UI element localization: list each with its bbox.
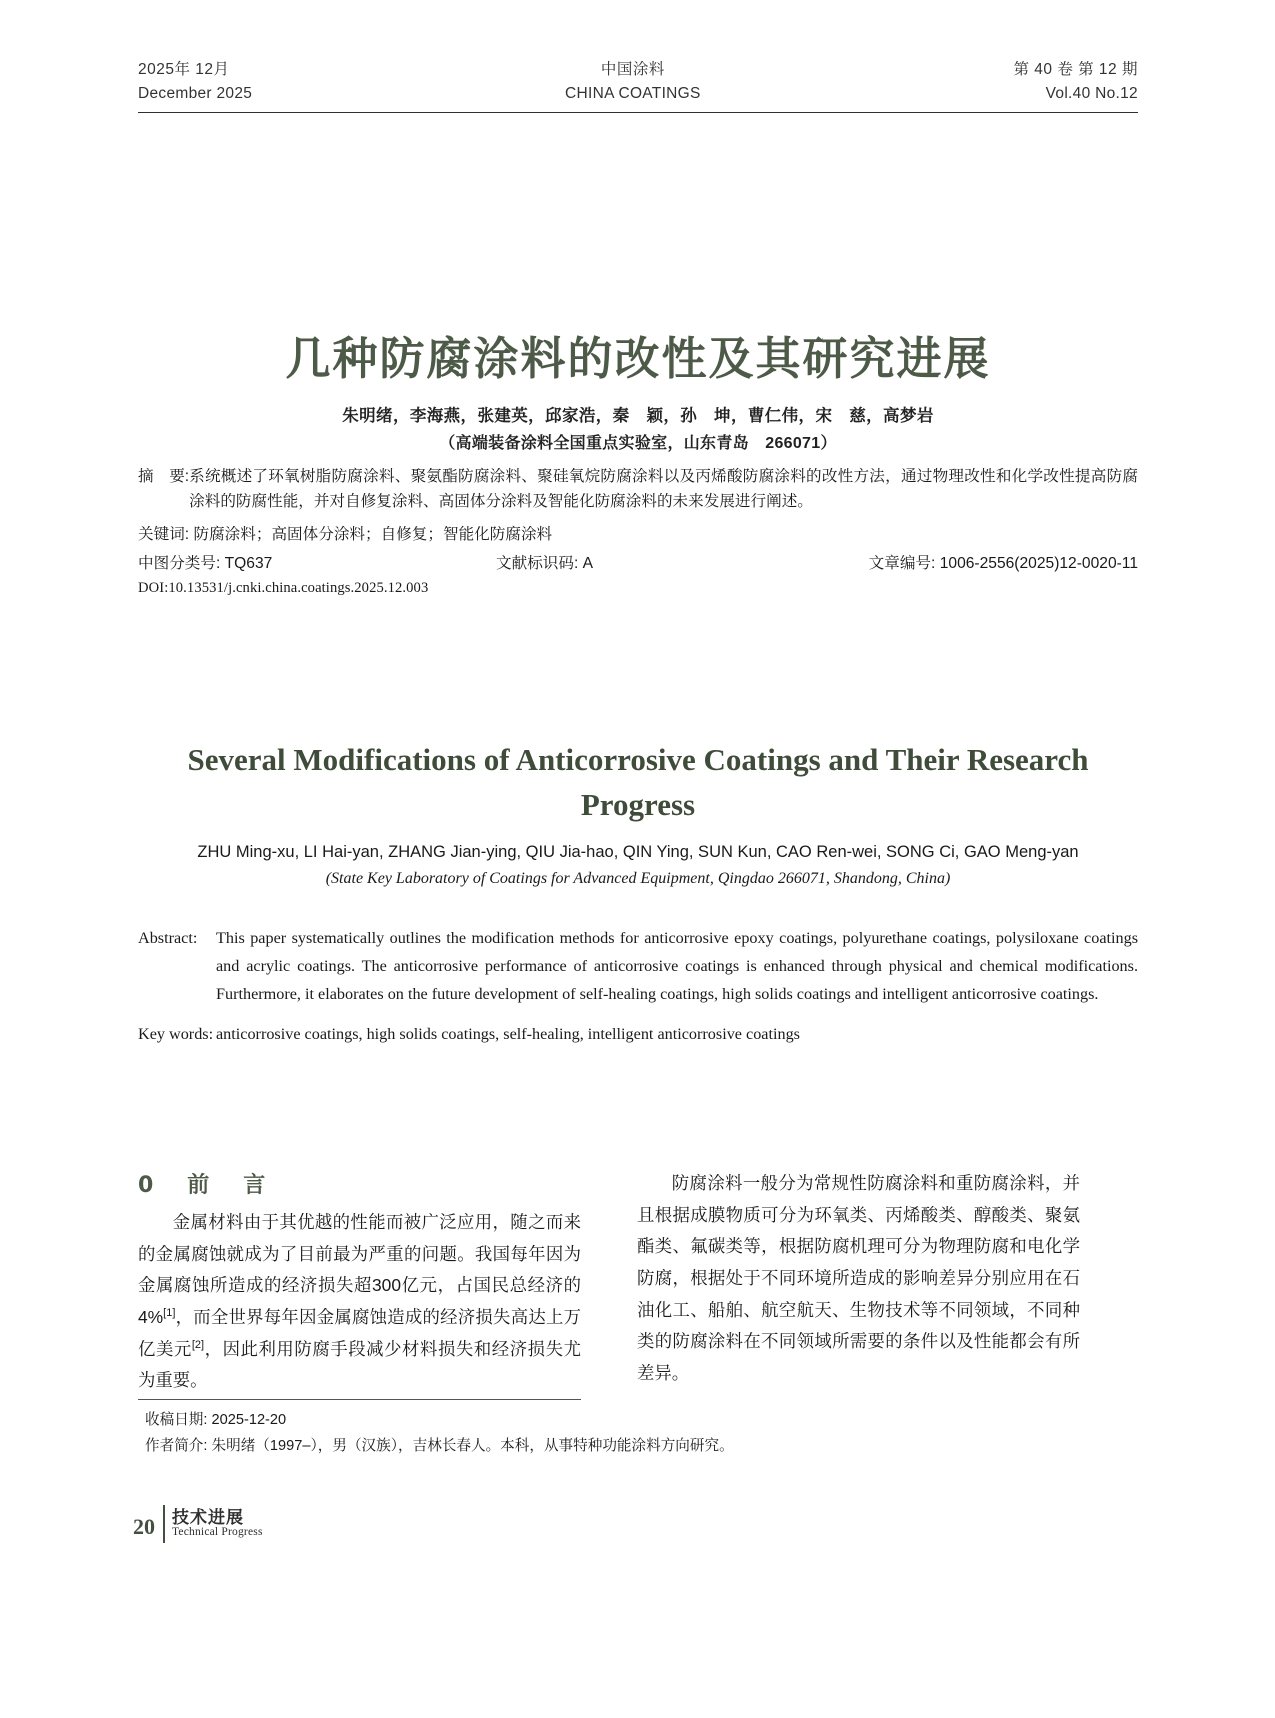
affiliation-en: (State Key Laboratory of Coatings for Advanced Equipment, Qingdao 266071, Shandong, China) xyxy=(325,870,951,887)
clc-value: TQ637 xyxy=(224,555,273,572)
abstract-cn xyxy=(138,464,1138,515)
clc-field xyxy=(138,551,496,573)
journal-name-en: CHINA COATINGS xyxy=(564,85,701,103)
body-column-left xyxy=(138,1207,581,1397)
classification-row xyxy=(138,551,1138,573)
keywords-label-cn: 关键词: xyxy=(138,526,190,543)
keywords-text-cn: 防腐涂料；高固体分涂料；自修复；智能化防腐涂料 xyxy=(193,526,553,543)
body-left-part2: ，而全世界每年因金属腐蚀造成的经济损失高达上万亿美元 xyxy=(138,1307,581,1359)
running-head-divider xyxy=(138,112,1138,113)
footer-rule xyxy=(163,1505,165,1543)
journal-name-cn: 中国涂料 xyxy=(600,61,665,78)
received-date-line xyxy=(145,1408,845,1434)
running-head xyxy=(138,58,1138,106)
volume-issue-cn: 第 40 卷 第 12 期 xyxy=(1013,61,1138,78)
keywords-cn xyxy=(138,522,1138,547)
issue-date-en: December 2025 xyxy=(138,85,253,103)
author-bio-line xyxy=(145,1434,845,1460)
running-head-left xyxy=(138,58,252,106)
article-id-label: 文章编号: xyxy=(868,555,936,572)
body-left-part1: 金属材料由于其优越的性能而被广泛应用，随之而来的金属腐蚀就成为了目前最为严重的问题。我国每年因为金属腐蚀所造成的经济损失超300亿元，占国民总经济的4% xyxy=(138,1212,581,1328)
article-id-value: 1006-2556(2025)12-0020-11 xyxy=(939,555,1138,572)
body-left-part3: ，因此利用防腐手段减少材料损失和经济损失尤为重要。 xyxy=(138,1338,581,1391)
footer-section-cn: 技术进展 xyxy=(172,1508,244,1527)
page-title-cn: 几种防腐涂料的改性及其研究进展 xyxy=(285,332,991,385)
doc-code-value: A xyxy=(582,555,594,572)
volume-issue-en: Vol.40 No.12 xyxy=(1045,85,1138,103)
page-number: 20 xyxy=(133,1514,155,1539)
page-title-en: Several Modifications of Anticorrosive Coatings and Their Research Progress xyxy=(187,742,1089,822)
received-date-label: 收稿日期: xyxy=(145,1412,208,1428)
keywords-en xyxy=(138,1025,1138,1044)
affiliation-cn: （高端装备涂料全国重点实验室，山东青岛 266071） xyxy=(439,435,837,452)
running-head-center xyxy=(565,58,701,106)
citation-ref-1: [1] xyxy=(163,1307,176,1320)
body-paragraph-right: 防腐涂料一般分为常规性防腐涂料和重防腐涂料，并且根据成膜物质可分为环氧类、丙烯酸类、醇酸类、聚氨酯类、氟碳类等，根据防腐机理可分为物理防腐和电化学防腐，根据处于不同环境所造成的影响差异分别应用在石油化工、船舶、航空航天、生物技术等不同领域，不同种类的防腐涂料在不同领域所需要的条件以及性能都会有所差异。 xyxy=(637,1173,1080,1384)
body-column-right xyxy=(637,1168,1080,1390)
abstract-text-cn: 系统概述了环氧树脂防腐涂料、聚氨酯防腐涂料、聚硅氧烷防腐涂料以及丙烯酸防腐涂料的改性方法，通过物理改性和化学改性提高防腐涂料的防腐性能，并对自修复涂料、高固体分涂料及智能化防腐涂料的未来发展进行阐述。 xyxy=(189,468,1138,511)
received-date-value: 2025-12-20 xyxy=(211,1412,287,1428)
keywords-text-en: anticorrosive coatings, high solids coatings, self-healing, intelligent anticorrosive coatings xyxy=(216,1025,800,1043)
footnotes xyxy=(145,1408,845,1459)
issue-date-cn: 2025年 12月 xyxy=(138,61,230,78)
author-bio-label: 作者简介: xyxy=(145,1437,208,1454)
doc-code-label: 文献标识码: xyxy=(496,555,579,572)
keywords-label-en: Key words: xyxy=(138,1025,214,1043)
abstract-text-en: This paper systematically outlines the modification methods for anticorrosive epoxy coatings, polyurethane coatings, polysiloxane coatings and acrylic coatings. The anticorrosive performance of anticorrosive coatings is enhanced through physical and chemical modifications. Furthermore, it elaborates on the future development of self-healing coatings, high solids coatings and intelligent anticorrosive coatings. xyxy=(216,929,1138,1003)
author-bio-value: 朱明绪（1997–），男（汉族），吉林长春人。本科，从事特种功能涂料方向研究。 xyxy=(211,1437,734,1454)
body-paragraph-left xyxy=(138,1207,581,1397)
abstract-label-en: Abstract: xyxy=(138,929,198,947)
footer-section-en: Technical Progress xyxy=(172,1526,263,1538)
doc-code-field xyxy=(496,551,776,573)
section-heading: 0 前 言 xyxy=(138,1173,272,1198)
abstract-label-cn: 摘 要: xyxy=(138,468,190,485)
clc-label: 中图分类号: xyxy=(138,555,221,572)
running-head-right xyxy=(1013,58,1138,106)
authors-en: ZHU Ming-xu, LI Hai-yan, ZHANG Jian-ying, QIU Jia-hao, QIN Ying, SUN Kun, CAO Ren-wei, SONG Ci, GAO Meng-yan xyxy=(197,843,1079,861)
footnote-divider xyxy=(138,1399,581,1400)
citation-ref-2: [2] xyxy=(191,1338,205,1351)
article-id-field xyxy=(776,551,1138,573)
doi-text: DOI:10.13531/j.cnki.china.coatings.2025.12.003 xyxy=(138,580,429,596)
abstract-en xyxy=(138,925,1138,1009)
authors-cn: 朱明绪，李海燕，张建英，邱家浩，秦 颖，孙 坤，曹仁伟，宋 慈，高梦岩 xyxy=(342,407,934,425)
